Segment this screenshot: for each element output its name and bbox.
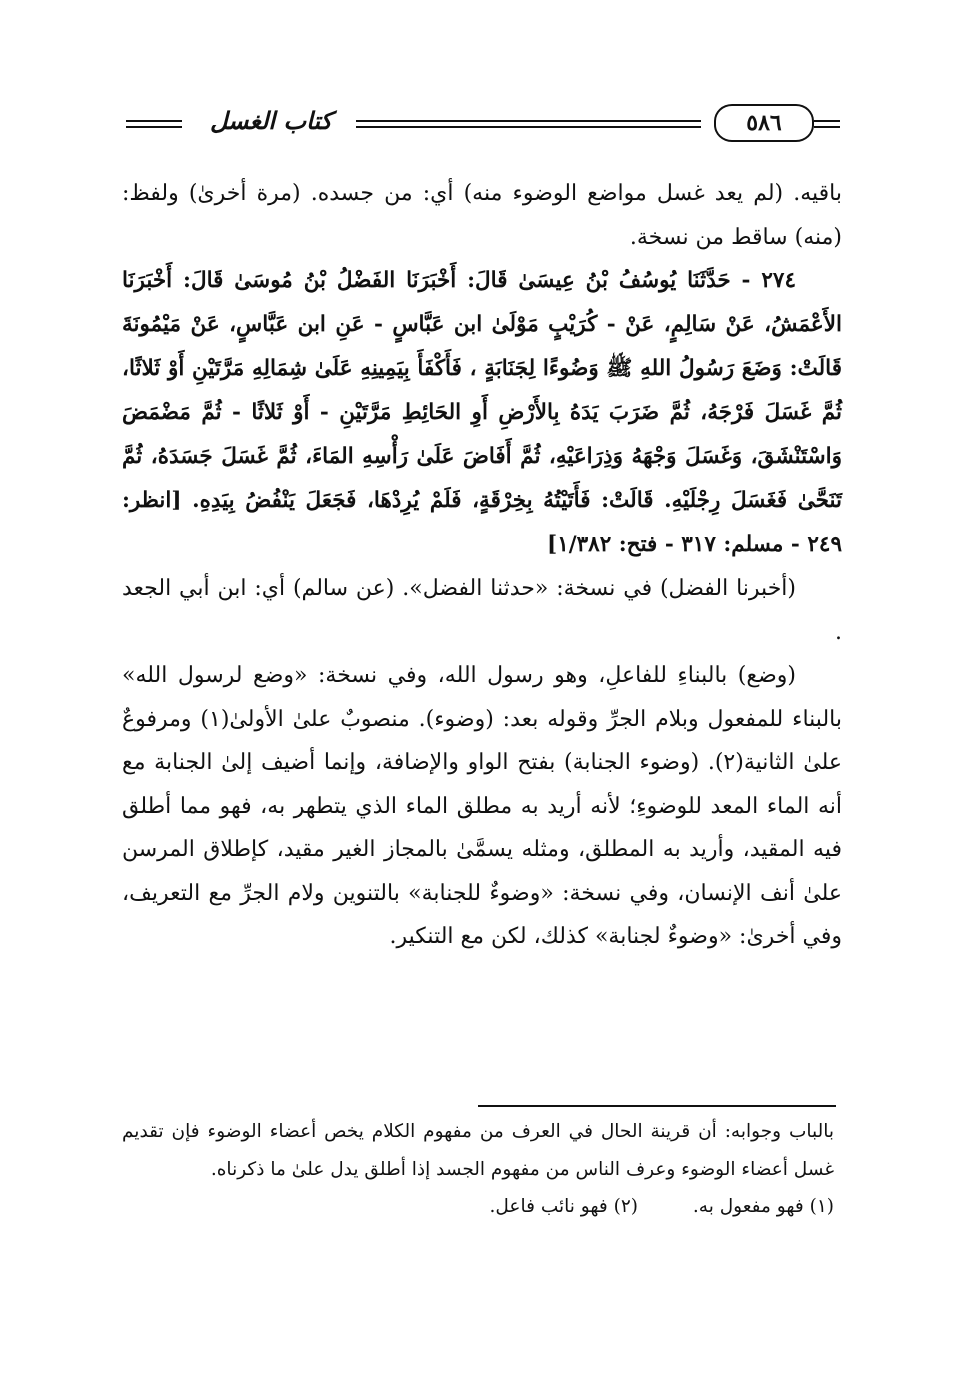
header-rule-right — [814, 120, 840, 128]
header-rule-left — [126, 120, 182, 128]
paragraph-commentary-2: (وضع) بالبناءِ للفاعلِ، وهو رسول الله، وفي نسخة: «وضع لرسول الله» بالبناء للمفعول وبلام الجرِّ وقوله بعد: (وضوء). منصوبٌ علىٰ الأولىٰ(١) ومرفوعٌ علىٰ الثانية(٢). (وضوء الجنابة) بفتح الواو والإضافة، وإنما أضيف إلىٰ الجنابة مع أنه الماء المعد للوضوءِ؛ لأنه أريد به مطلق الماء الذي يتطهر به، فهو مما أطلق فيه المقيد، وأريد به المطلق، ومثله يسمَّىٰ بالمجاز الغير مقيد، كإطلاق المرسن علىٰ أنف الإنسان، وفي نسخة: «وضوءٌ للجنابة» بالتنوين ولام الجرِّ مع التعريف، وفي أخرىٰ: «وضوءٌ لجنابة» كذلك، لكن مع التنكير. — [122, 663, 842, 949]
hadith-text: ٢٧٤ - حَدَّثَنَا يُوسُفُ بْنُ عِيسَىٰ قَالَ: أَخْبَرَنَا الفَضْلُ بْنُ مُوسَىٰ قَالَ: أَخْبَرَنَا الأَعْمَشُ، عَنْ سَالِمٍ، عَنْ - كُرَيْبٍ مَوْلَىٰ ابن عَبَّاسٍ - عَنِ ابن عَبَّاسٍ، عَنْ مَيْمُونَةَ قَالَتْ: وَضَعَ رَسُولُ اللهِ ﷺ وَضُوءًا لِجَنَابَةٍ ، فَأَكْفَأَ بِيَمِينِهِ عَلَىٰ شِمَالِهِ مَرَّتَيْنِ أَوْ ثَلاثًا، ثُمَّ غَسَلَ فَرْجَهُ، ثُمَّ ضَرَبَ يَدَهُ بِالأَرْضِ أَوِ الحَائِطِ مَرَّتَيْنِ - أَوْ ثَلاثًا - ثُمَّ مَضْمَضَ وَاسْتَنْشَقَ، وَغَسَلَ وَجْهَهُ وَذِرَاعَيْهِ، ثُمَّ أَفَاضَ عَلَىٰ رَأْسِهِ المَاءَ، ثُمَّ غَسَلَ جَسَدَهُ، ثُمَّ تَنَحَّىٰ فَغَسَلَ رِجْلَيْهِ. قَالَتْ: فَأَتَيْتُهُ بِخِرْقَةٍ، فَلَمْ يُرِدْهَا، فَجَعَلَ يَنْفُضُ بِيَدِهِ. [انظر: ٢٤٩ - مسلم: ٣١٧ - فتح: ١/٣٨٢] — [122, 268, 842, 557]
main-text — [122, 172, 842, 959]
footnote-row — [122, 1188, 834, 1226]
footnotes — [122, 1113, 834, 1226]
footnote-1: (١) فهو مفعول به. — [692, 1196, 834, 1217]
header-rule-middle — [356, 120, 701, 128]
paragraph-intro: باقيه. (لم يعد غسل مواضع الوضوء منه) أي: من جسده. (مرة أخرىٰ) ولفظ: (منه) ساقط من نسخة. — [122, 181, 842, 250]
page-number: ٥٨٦ — [714, 104, 814, 142]
running-title: كتاب الغسل — [209, 106, 333, 135]
paragraph-commentary-1: (أخبرنا الفضل) في نسخة: «حدثنا الفضل». (عن سالم) أي: ابن أبي الجعد . — [122, 576, 842, 645]
footnote-2: (٢) فهو نائب فاعل. — [489, 1196, 638, 1217]
page-header — [126, 102, 840, 150]
footnote-separator — [478, 1105, 836, 1107]
footnote-continuation: بالباب وجوابه: أن قرينة الحال في العرف من مفهوم الكلام يخص أعضاء الوضوء فإن تقديم غسل أعضاء الوضوء وعرف الناس من مفهوم الجسد إذا أطلق يدل علىٰ ما ذكرناه. — [122, 1121, 834, 1180]
